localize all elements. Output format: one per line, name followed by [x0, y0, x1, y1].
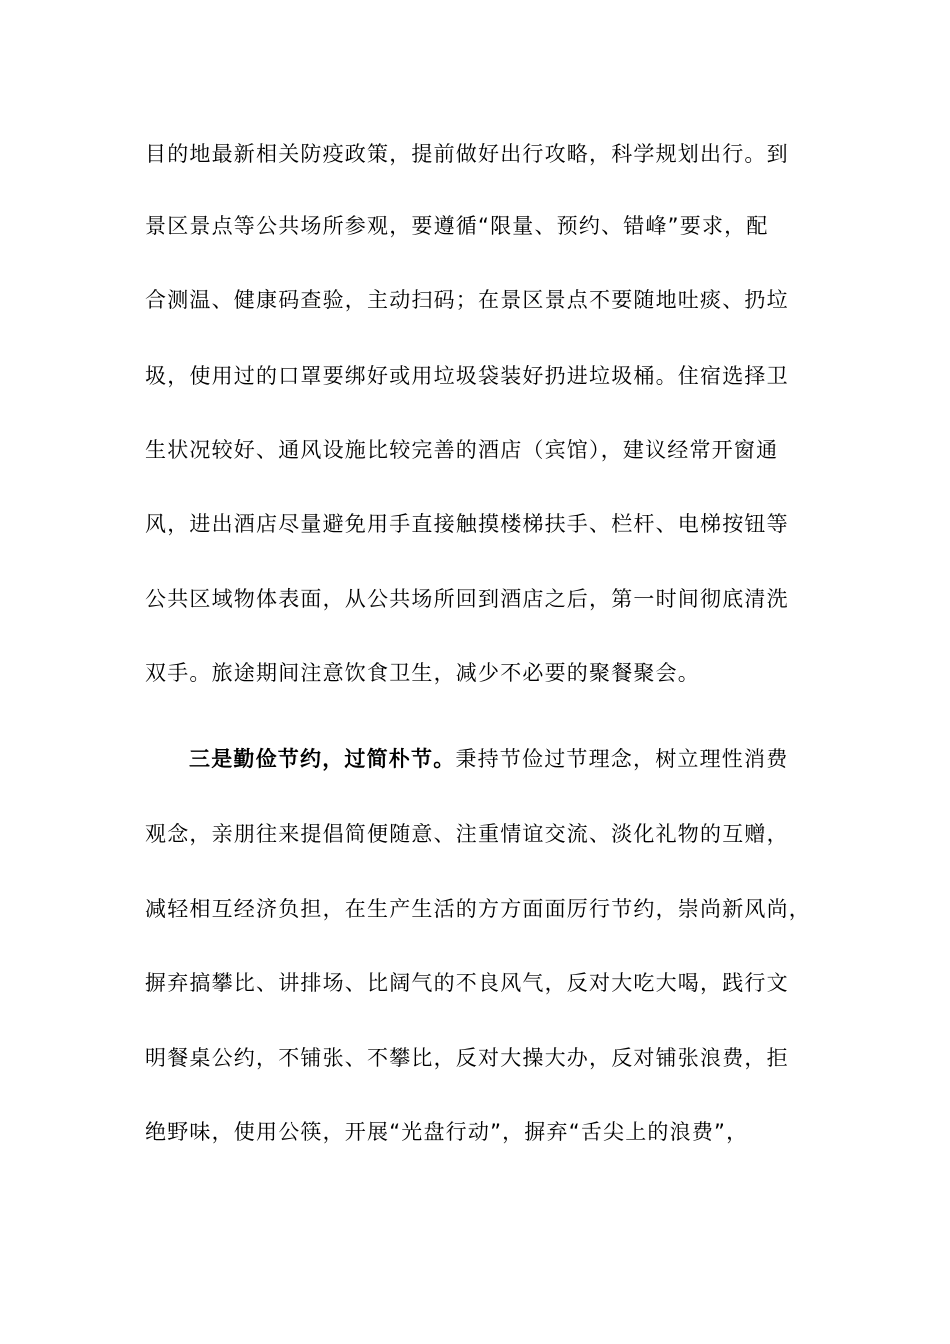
- paragraph-line: 绝野味，使用公筷，开展“光盘行动”，摒弃“舌尖上的浪费”，: [145, 1120, 749, 1144]
- paragraph-first-line: [189, 745, 805, 773]
- paragraph-line: 减轻相互经济负担，在生产生活的方方面面厉行节约，崇尚新风尚，: [145, 897, 811, 921]
- paragraph-line: 圾，使用过的口罩要绑好或用垃圾袋装好扔进垃圾桶。住宿选择卫: [145, 364, 789, 388]
- paragraph-line: 风，进出酒店尽量避免用手直接触摸楼梯扶手、栏杆、电梯按钮等: [145, 512, 789, 536]
- paragraph-line: 摒弃搞攀比、讲排场、比阔气的不良风气，反对大吃大喝，践行文: [145, 971, 789, 995]
- paragraph-line: 合测温、健康码查验，主动扫码；在景区景点不要随地吐痰、扔垃: [145, 288, 789, 312]
- paragraph-line: 明餐桌公约，不铺张、不攀比，反对大操大办，反对铺张浪费，拒: [145, 1046, 789, 1070]
- paragraph-line: 双手。旅途期间注意饮食卫生，减少不必要的聚餐聚会。: [145, 661, 700, 685]
- paragraph-line: 目的地最新相关防疫政策，提前做好出行攻略，科学规划出行。到: [145, 142, 789, 166]
- paragraph-heading: 三是勤俭节约，过简朴节。: [189, 747, 456, 771]
- paragraph-line: 景区景点等公共场所参观，要遵循“限量、预约、错峰”要求，配: [145, 214, 769, 238]
- paragraph-line: 公共区域物体表面，从公共场所回到酒店之后，第一时间彻底清洗: [145, 587, 789, 611]
- paragraph-first-line-text: 秉持节俭过节理念，树立理性消费: [455, 747, 789, 771]
- paragraph-line: 观念，亲朋往来提倡简便随意、注重情谊交流、淡化礼物的互赠，: [145, 822, 789, 846]
- paragraph-line: 生状况较好、通风设施比较完善的酒店（宾馆），建议经常开窗通: [145, 438, 779, 462]
